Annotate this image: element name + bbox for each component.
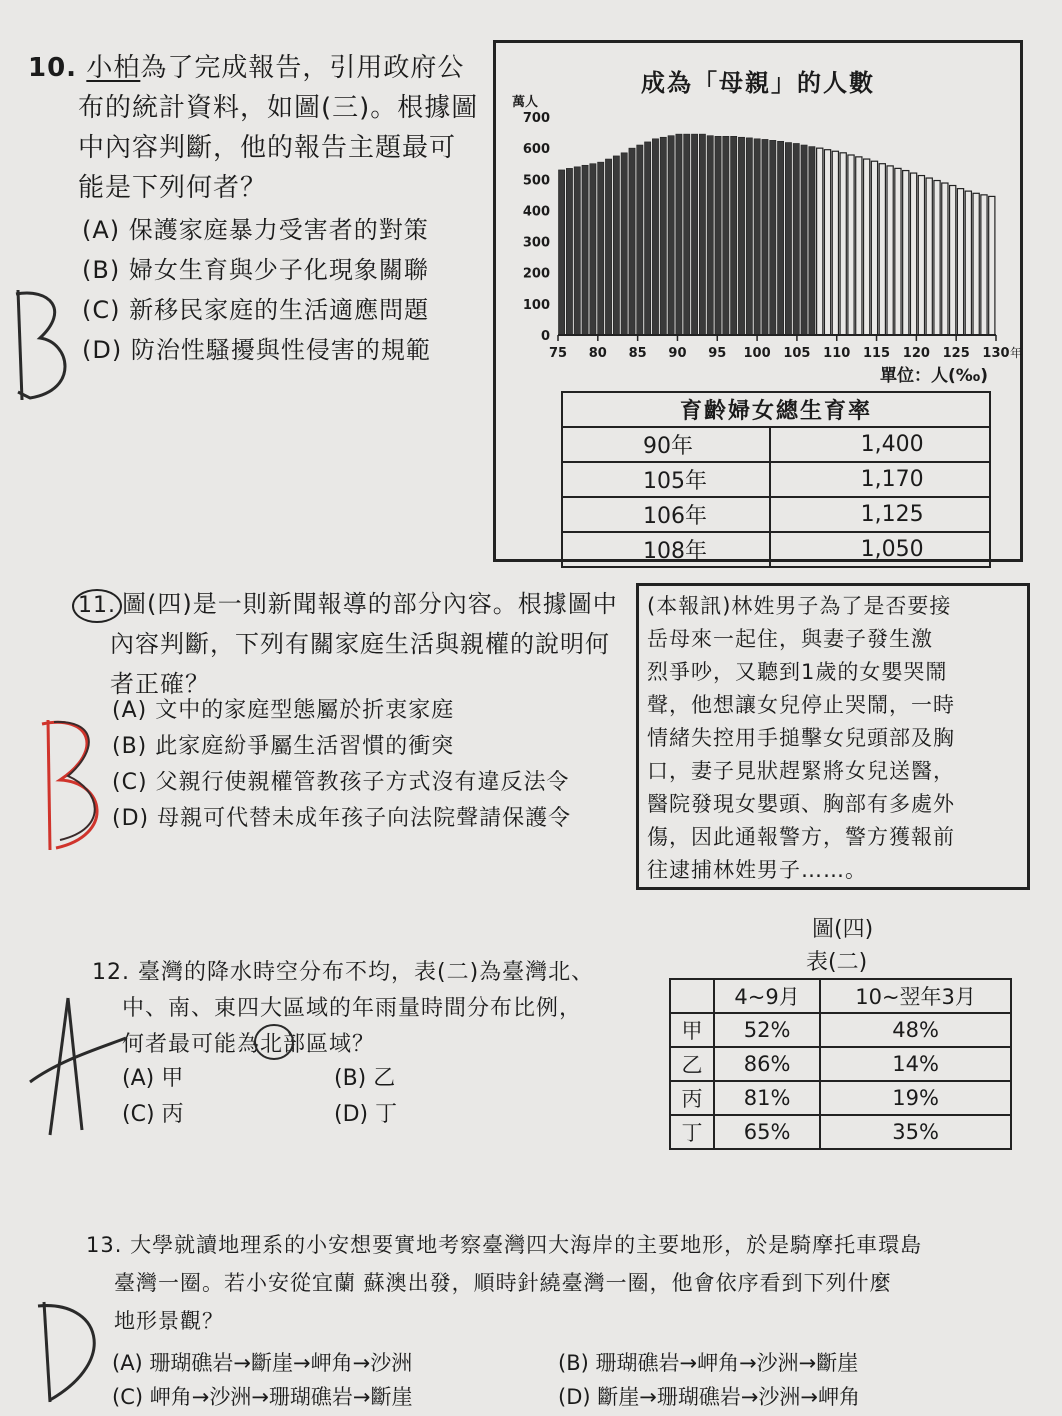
bar bbox=[950, 186, 956, 335]
q13-option-a[interactable]: (A) 珊瑚礁岩→斷崖→岬角→沙洲 bbox=[112, 1351, 413, 1375]
x-tick-label: 110 bbox=[823, 346, 851, 361]
table-row: 乙 86% 14% bbox=[670, 1047, 1011, 1081]
chart-ylabel: 萬人 bbox=[512, 95, 539, 110]
bar bbox=[676, 134, 682, 335]
chart-unit-note: 單位：人(‰) bbox=[879, 366, 988, 386]
bar bbox=[989, 196, 995, 335]
chart-title: 成為「母親」的人數 bbox=[641, 69, 875, 97]
q13-option-d[interactable]: (D) 斷崖→珊瑚礁岩→沙洲→岬角 bbox=[558, 1385, 861, 1409]
q13-number: 13. bbox=[86, 1233, 123, 1257]
y-tick-label: 500 bbox=[522, 173, 550, 189]
q10-options bbox=[82, 210, 431, 370]
bar bbox=[637, 145, 643, 335]
q11-options bbox=[112, 693, 571, 837]
bar bbox=[856, 157, 862, 335]
table-header-row: 4~9月 10~翌年3月 bbox=[670, 979, 1011, 1013]
bar bbox=[942, 183, 948, 335]
bar bbox=[903, 171, 909, 335]
bar bbox=[660, 137, 666, 335]
chart-layer bbox=[523, 111, 1022, 361]
q13-option-b[interactable]: (B) 珊瑚礁岩→岬角→沙洲→斷崖 bbox=[558, 1351, 859, 1375]
bar bbox=[566, 168, 572, 335]
bar bbox=[864, 159, 870, 335]
fertility-table-header: 育齡婦女總生育率 bbox=[562, 392, 990, 427]
fertility-table bbox=[561, 391, 991, 568]
bar bbox=[895, 168, 901, 335]
q11-option-c[interactable]: (C) 父親行使親權管教孩子方式沒有違反法令 bbox=[112, 770, 570, 795]
bar bbox=[723, 136, 729, 335]
rainfall-table bbox=[669, 978, 1012, 1150]
x-tick-label: 95 bbox=[708, 346, 727, 361]
y-tick-label: 700 bbox=[522, 111, 550, 126]
y-tick-label: 0 bbox=[540, 329, 550, 344]
bar bbox=[715, 136, 721, 335]
q12-handwritten-answer bbox=[20, 990, 130, 1140]
bar bbox=[559, 170, 565, 335]
bar bbox=[754, 139, 760, 335]
y-tick-label: 600 bbox=[522, 142, 550, 158]
x-tick-label: 105 bbox=[783, 346, 811, 361]
q11-handwritten-answer bbox=[20, 710, 120, 860]
q11-number: 11. bbox=[72, 589, 122, 623]
x-tick-label: 100 bbox=[743, 346, 771, 361]
q10-option-a[interactable]: (A) 保護家庭暴力受害者的對策 bbox=[82, 216, 429, 244]
bar bbox=[887, 166, 893, 335]
table-row: 105年 1,170 bbox=[562, 462, 990, 497]
bar bbox=[613, 156, 619, 335]
bar bbox=[926, 178, 932, 335]
bar bbox=[621, 153, 627, 335]
table-row: 丁 65% 35% bbox=[670, 1115, 1011, 1149]
bar bbox=[699, 134, 705, 335]
bar bbox=[840, 153, 846, 335]
q12-option-c[interactable]: (C) 丙 bbox=[122, 1102, 184, 1127]
bar bbox=[879, 164, 885, 335]
x-suffix-label: 年 bbox=[1010, 346, 1023, 360]
bar bbox=[965, 191, 971, 335]
q10-option-c[interactable]: (C) 新移民家庭的生活適應問題 bbox=[82, 296, 430, 324]
q10-number: 10. bbox=[28, 53, 78, 83]
table-row: 甲 52% 48% bbox=[670, 1013, 1011, 1047]
table-row: 丙 81% 19% bbox=[670, 1081, 1011, 1115]
bar bbox=[785, 143, 791, 335]
q11-option-a[interactable]: (A) 文中的家庭型態屬於折衷家庭 bbox=[112, 698, 455, 723]
q12-option-d[interactable]: (D) 丁 bbox=[334, 1102, 398, 1127]
bar bbox=[582, 165, 588, 335]
birth-chart bbox=[496, 105, 1026, 405]
bar bbox=[871, 161, 877, 335]
bar bbox=[918, 176, 924, 335]
figure-4-caption: 圖(四) bbox=[812, 917, 874, 942]
bar bbox=[973, 193, 979, 335]
bar bbox=[770, 140, 776, 335]
bar bbox=[762, 139, 768, 335]
q12-option-b[interactable]: (B) 乙 bbox=[334, 1066, 396, 1091]
bar bbox=[832, 151, 838, 335]
bar bbox=[793, 143, 799, 335]
table-2-caption: 表(二) bbox=[806, 950, 868, 975]
table-row: 108年 1,050 bbox=[562, 532, 990, 567]
table-row: 90年 1,400 bbox=[562, 427, 990, 462]
x-tick-label: 130 bbox=[982, 346, 1010, 361]
table-row: 106年 1,125 bbox=[562, 497, 990, 532]
bar bbox=[957, 189, 963, 335]
bar bbox=[598, 162, 604, 335]
y-tick-label: 300 bbox=[522, 235, 550, 251]
q12-option-a[interactable]: (A) 甲 bbox=[122, 1066, 184, 1091]
figure-3-box bbox=[493, 40, 1023, 562]
north-circle-mark bbox=[252, 1022, 298, 1064]
bar bbox=[684, 134, 690, 335]
q10-option-b[interactable]: (B) 婦女生育與少子化現象關聯 bbox=[82, 256, 429, 284]
bar bbox=[652, 139, 658, 335]
q10-stem: 10. 小柏為了完成報告，引用政府公 布的統計資料，如圖(三)。根據圖 中內容判斷，他的報告主題最可 能是下列何者？ bbox=[28, 53, 479, 203]
bar bbox=[981, 195, 987, 335]
x-tick-label: 90 bbox=[668, 346, 687, 361]
q11-stem: 11. 圖(四)是一則新聞報導的部分內容。根據圖中 內容判斷，下列有關家庭生活與親權的說明何 者正確？ bbox=[72, 584, 622, 704]
bar bbox=[809, 147, 815, 335]
bar bbox=[746, 138, 752, 335]
news-box: (本報訊)林姓男子為了是否要接 岳母來一起住，與妻子發生激 烈爭吵，又聽到1歲的女嬰哭鬧 聲，他想讓女兒停止哭鬧，一時 情緒失控用手搥擊女兒頭部及胸 口，妻子見狀趕緊將女兒送醫， 醫院發現女嬰頭、胸部有多處外 傷，因此通報警方，警方獲報前 往逮捕林姓男子……。 bbox=[636, 583, 1030, 890]
q12-stem: 12. 臺灣的降水時空分布不均，表(二)為臺灣北、 中、南、東四大區域的年雨量時間分布比例， 何者最可能為北部區域？ bbox=[92, 960, 595, 1057]
q10-option-d[interactable]: (D) 防治性騷擾與性侵害的規範 bbox=[82, 336, 431, 364]
bar bbox=[801, 145, 807, 335]
bar bbox=[668, 136, 674, 335]
bar bbox=[738, 137, 744, 335]
x-tick-label: 75 bbox=[548, 346, 568, 361]
bar bbox=[590, 164, 596, 335]
q11-option-d[interactable]: (D) 母親可代替未成年孩子向法院聲請保護令 bbox=[112, 806, 572, 831]
bar bbox=[629, 148, 635, 335]
bar bbox=[848, 155, 854, 335]
q12-number: 12. bbox=[92, 960, 130, 985]
x-tick-label: 115 bbox=[862, 346, 891, 361]
x-tick-label: 80 bbox=[588, 346, 607, 361]
x-tick-label: 120 bbox=[902, 346, 930, 361]
q13-stem: 13. 大學就讀地理系的小安想要實地考察臺灣四大海岸的主要地形，於是騎摩托車環島 臺灣一圈。若小安從宜蘭 蘇澳出發，順時針繞臺灣一圈，他會依序看到下列什麼 地形景觀？ bbox=[86, 1233, 923, 1333]
q11-option-b[interactable]: (B) 此家庭紛爭屬生活習慣的衝突 bbox=[112, 734, 455, 759]
bar bbox=[605, 159, 611, 335]
y-tick-label: 200 bbox=[522, 266, 550, 282]
bar bbox=[707, 136, 713, 335]
x-tick-label: 125 bbox=[942, 346, 970, 361]
bar bbox=[910, 173, 916, 335]
q13-handwritten-answer bbox=[20, 1290, 120, 1410]
bar bbox=[778, 141, 784, 335]
y-tick-label: 100 bbox=[522, 297, 550, 313]
bar bbox=[817, 148, 823, 335]
q10-handwritten-answer bbox=[0, 280, 90, 410]
bar bbox=[645, 142, 651, 335]
y-tick-label: 400 bbox=[522, 204, 550, 220]
bar bbox=[934, 181, 940, 335]
bar bbox=[731, 136, 737, 335]
x-tick-label: 85 bbox=[628, 346, 647, 361]
bar bbox=[824, 150, 830, 335]
q10-name: 小柏 bbox=[86, 53, 141, 83]
bar bbox=[691, 134, 697, 335]
bar bbox=[574, 167, 580, 335]
q13-option-c[interactable]: (C) 岬角→沙洲→珊瑚礁岩→斷崖 bbox=[112, 1385, 413, 1409]
